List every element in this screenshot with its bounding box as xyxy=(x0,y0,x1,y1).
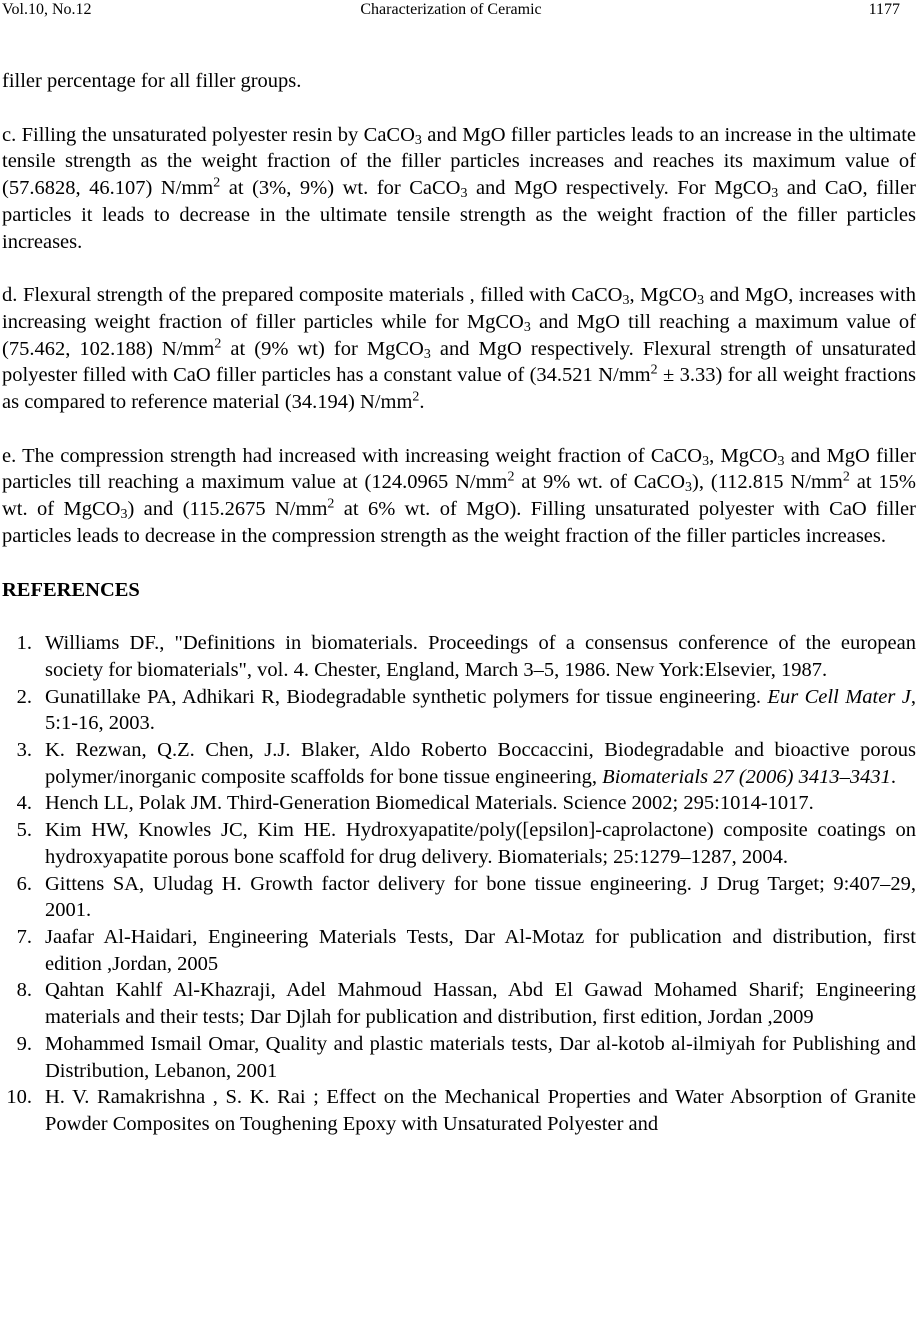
paragraph-c: c. Filling the unsaturated polyester resin by CaCO$_3$ and MgO filler particles leads to an increase in the ultimate tensile strength as the weight fraction of the filler particles increases and reaches its maximum value of (57.6828, 46.107) $N/mm^2$ at (3%, 9%) wt. for CaCO$_3$ and MgO respectively. For MgCO$_3$ and CaO, filler particles it leads to decrease in the ultimate tensile strength as the weight fraction of the filler particles increases. xyxy=(2,123,916,253)
paragraph-e: e. The compression strength had increased with increasing weight fraction of CaCO$_3$, MgCO$_3$ and MgO filler particles till reaching a maximum value at (124.0965 $N/mm^2$ at 9% wt. of CaCO$_3$), (112.815 $N/mm^2$ at 15% wt. of MgCO$_3$) and (115.2675 $N/mm^2$ at 6% wt. of MgO). Filling unsaturated polyester with CaO filler particles leads to decrease in the compression strength as the weight fraction of the filler particles increases. xyxy=(2,444,916,547)
reference-text: Qahtan Kahlf Al-Khazraji, Adel Mahmoud Hassan, Abd El Gawad Mohamed Sharif; Engineering materials and their tests; Dar Djlah for publication and distribution, first edition, Jordan ,2009 xyxy=(45,979,916,1029)
references-heading: REFERENCES xyxy=(2,578,140,601)
reference-number: 6. xyxy=(16,872,32,895)
reference-text: Gittens SA, Uludag H. Growth factor delivery for bone tissue engineering. J Drug Target; 9:407–29, 2001. xyxy=(45,872,916,922)
reference-number: 7. xyxy=(16,925,32,948)
reference-item xyxy=(2,817,916,870)
paragraph-continuation: filler percentage for all filler groups. xyxy=(2,70,302,92)
reference-number: 9. xyxy=(16,1032,32,1055)
references-list xyxy=(2,630,916,1137)
reference-item xyxy=(2,630,916,683)
body-content xyxy=(2,68,916,1138)
reference-item xyxy=(2,737,916,790)
reference-item xyxy=(2,1084,916,1137)
page-header xyxy=(2,0,900,22)
reference-number: 3. xyxy=(16,739,32,762)
reference-text: Williams DF., "Definitions in biomaterials. Proceedings of a consensus conference of the european society for biomaterials", vol. 4. Chester, England, March 3–5, 1986. New York:Elsevier, 1987. xyxy=(45,632,916,681)
reference-item xyxy=(2,790,916,817)
reference-number: 1. xyxy=(16,632,32,655)
volume-label: Vol.10, No.12 xyxy=(2,1,92,18)
reference-text: Hench LL, Polak JM. Third-Generation Biomedical Materials. Science 2002; 295:1014-1017. xyxy=(45,792,814,815)
reference-text: H. V. Ramakrishna , S. K. Rai ; Effect on the Mechanical Properties and Water Absorption of Granite Powder Composites on Toughening Epoxy with Unsaturated Polyester and xyxy=(45,1086,916,1135)
reference-text: Kim HW, Knowles JC, Kim HE. Hydroxyapatite/poly([epsilon]-caprolactone) composite coatings on hydroxyapatite porous bone scaffold for drug delivery. Biomaterials; 25:1279–1287, 2004. xyxy=(45,819,916,868)
reference-number: 10. xyxy=(6,1086,32,1109)
reference-text: K. Rezwan, Q.Z. Chen, J.J. Blaker, Aldo Roberto Boccaccini, Biodegradable and bioactive porous polymer/inorganic composite scaffolds for bone tissue engineering, Biomaterials 27 (2006) 3413–3431. xyxy=(45,739,916,788)
reference-number: 8. xyxy=(16,979,32,1002)
reference-item xyxy=(2,684,916,737)
reference-item xyxy=(2,977,916,1030)
reference-item xyxy=(2,871,916,924)
reference-number: 4. xyxy=(16,792,32,815)
reference-text: Mohammed Ismail Omar, Quality and plastic materials tests, Dar al-kotob al-ilmiyah for Publishing and Distribution, Lebanon, 2001 xyxy=(45,1032,916,1082)
reference-text: Gunatillake PA, Adhikari R, Biodegradable synthetic polymers for tissue engineering. Eur Cell Mater J, 5:1-16, 2003. xyxy=(45,685,916,735)
reference-number: 2. xyxy=(16,685,32,708)
running-title: Characterization of Ceramic xyxy=(360,1,542,18)
reference-item xyxy=(2,1031,916,1084)
reference-item xyxy=(2,924,916,977)
paragraph-d: d. Flexural strength of the prepared composite materials , filled with CaCO$_3$, MgCO$_3$ and MgO, increases with increasing weight fraction of filler particles while for MgCO$_3$ and MgO till reaching a maximum value of (75.462, 102.188) $N/mm^2$ at (9% wt) for MgCO$_3$ and MgO respectively. Flexural strength of unsaturated polyester filled with CaO filler particles has a constant value of (34.521 $N/mm^2 \pm 3.33$) for all weight fractions as compared to reference material (34.194) $N/mm^2$. xyxy=(2,284,916,414)
reference-number: 5. xyxy=(16,819,32,842)
page-number: 1177 xyxy=(868,1,900,18)
reference-text: Jaafar Al-Haidari, Engineering Materials Tests, Dar Al-Motaz for publication and distribution, first edition ,Jordan, 2005 xyxy=(45,925,916,975)
